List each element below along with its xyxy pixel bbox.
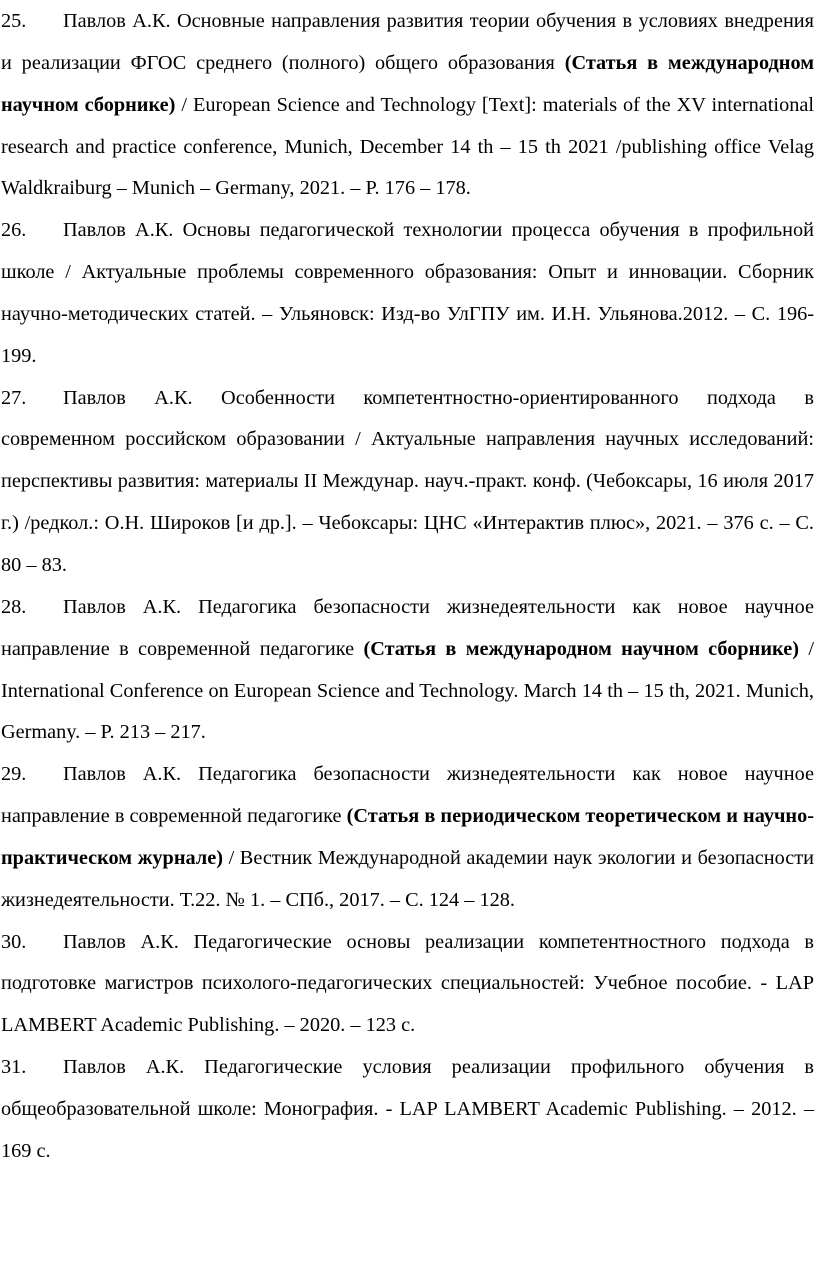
reference-number: 28. bbox=[1, 595, 27, 618]
reference-number: 26. bbox=[1, 219, 27, 242]
reference-source: / European Science and Technology [Text]: materials of the XV international research and practice conference, Munich, December 14 th – 15 th 2021 /publishing office Velag Waldkraiburg – Munich – Germany, 2021. – P. 176 – 178. bbox=[1, 93, 814, 200]
reference-28 bbox=[1, 587, 814, 754]
reference-text: Павлов А.К. Педагогические условия реализации профильного обучения в общеобразовательной школе: Монография. - LAP LAMBERT Academic Publishing. – 2012. – 169 с. bbox=[1, 1056, 814, 1162]
reference-31 bbox=[1, 1047, 814, 1173]
reference-source: / Вестник Международной академии наук экологии и безопасности жизнедеятельности. Т.22. № 1. – СПб., 2017. – С. 124 – 128. bbox=[1, 846, 814, 911]
reference-type-note: (Статья в международном научном сборнике) bbox=[1, 51, 815, 116]
reference-number: 29. bbox=[1, 763, 27, 786]
reference-number: 27. bbox=[1, 386, 27, 409]
reference-source: / International Conference on European Science and Technology. March 14 th – 15 th, 2021. Munich, Germany. – P. 213 – 217. bbox=[1, 637, 814, 744]
reference-27 bbox=[1, 378, 814, 587]
reference-type-note: (Статья в международном научном сборнике) bbox=[363, 637, 799, 660]
reference-text: Павлов А.К. Основы педагогической технологии процесса обучения в профильной школе / Актуальные проблемы современного образования: Опыт и инновации. Сборник научно-методических статей. – Ульяновск: Изд-во УлГПУ им. И.Н. Ульянова.2012. – С. 196-199. bbox=[1, 219, 814, 367]
reference-text: Павлов А.К. Педагогические основы реализации компетентностного подхода в подготовке магистров психолого-педагогических специальностей: Учебное пособие. - LAP LAMBERT Academic Publishing. – 2020. – 123 с. bbox=[1, 930, 814, 1037]
reference-25 bbox=[1, 1, 814, 210]
reference-30 bbox=[1, 922, 814, 1048]
reference-text: Павлов А.К. Педагогика безопасности жизнедеятельности как новое научное направление в современной педагогике bbox=[1, 763, 814, 828]
reference-number: 25. bbox=[1, 10, 27, 32]
reference-text: Павлов А.К. Особенности компетентностно-ориентированного подхода в современном российском образовании / Актуальные направления научных исследований: перспективы развития: материалы II Междунар. науч.-практ. конф. (Чебоксары, 16 июля 2017 г.) /редкол.: О.Н. Широков [и др.]. – Чебоксары: ЦНС «Интерактив плюс», 2021. – 376 с. – С. 80 – 83. bbox=[1, 386, 814, 576]
reference-number: 30. bbox=[1, 930, 27, 953]
reference-number: 31. bbox=[1, 1056, 27, 1079]
reference-text: Павлов А.К. Основные направления развития теории обучения в условиях внедрения и реализации ФГОС среднего (полного) общего образования bbox=[1, 10, 814, 74]
reference-29 bbox=[1, 754, 814, 921]
reference-type-note: (Статья в периодическом теоретическом и научно-практическом журнале) bbox=[1, 805, 814, 869]
reference-26 bbox=[1, 210, 814, 377]
reference-text: Павлов А.К. Педагогика безопасности жизнедеятельности как новое научное направление в современной педагогике bbox=[1, 595, 814, 660]
